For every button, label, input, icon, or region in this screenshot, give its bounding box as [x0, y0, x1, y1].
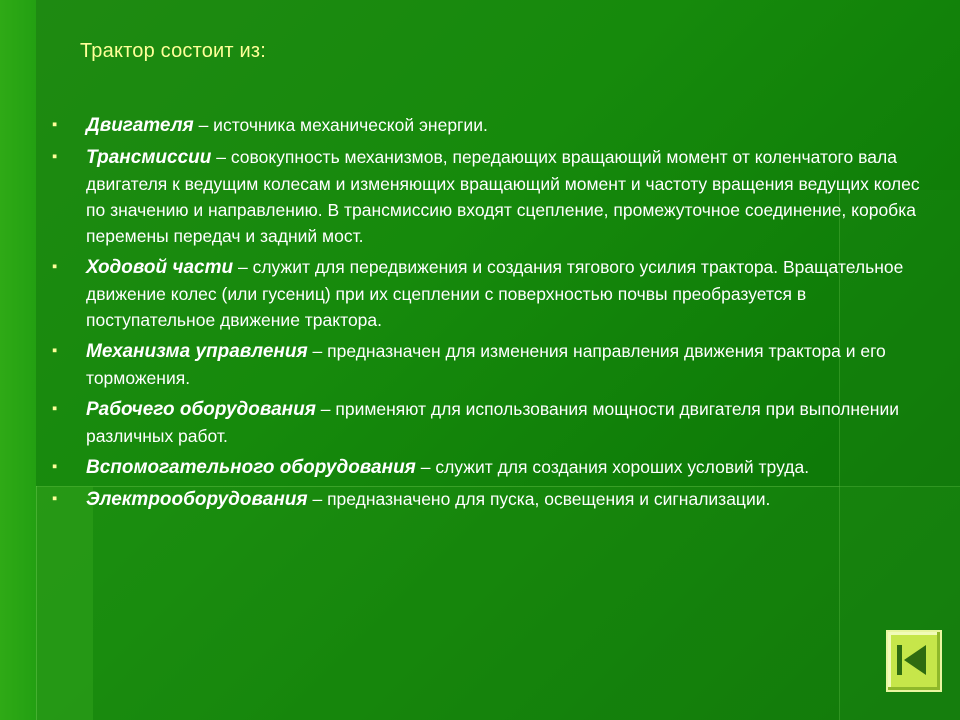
item-term: Ходовой части — [86, 257, 234, 278]
bullet-icon: ▪ — [52, 116, 58, 133]
list-item — [52, 338, 932, 391]
bullet-icon: ▪ — [52, 400, 58, 417]
item-description: – служит для создания хороших условий труда. — [415, 457, 810, 477]
slide-title: Трактор состоит из: — [80, 40, 267, 62]
item-description: – служит для передвижения и создания тягового усилия трактора. Вращательное движение колес (или гусениц) при их сцеплении с поверхностью почвы преобразуется в поступательное движение трактора. — [86, 257, 904, 330]
item-term: Рабочего оборудования — [86, 399, 316, 420]
item-term: Трансмиссии — [86, 147, 212, 168]
item-term: Вспомогательного оборудования — [86, 457, 416, 478]
bullet-icon: ▪ — [52, 148, 58, 165]
bullet-icon: ▪ — [52, 490, 58, 507]
list-item — [52, 112, 932, 139]
item-description: – источника механической энергии. — [193, 115, 488, 135]
decorative-panel-left — [0, 0, 36, 720]
item-term: Механизма управления — [86, 341, 308, 362]
list-item — [52, 254, 932, 333]
bullet-icon: ▪ — [52, 342, 58, 359]
decorative-panel-vertical — [36, 486, 93, 720]
bullet-icon: ▪ — [52, 258, 58, 275]
list-item — [52, 144, 932, 249]
list-item — [52, 454, 932, 481]
item-term: Двигателя — [86, 115, 194, 136]
bullet-icon: ▪ — [52, 458, 58, 475]
list-item — [52, 486, 932, 513]
list-item — [52, 396, 932, 449]
back-nav-button[interactable] — [886, 630, 942, 692]
decorative-panel-band — [36, 486, 960, 720]
item-description: – применяют для использования мощности двигателя при выполнении различных работ. — [86, 399, 899, 446]
item-description: – предназначено для пуска, освещения и сигнализации. — [307, 489, 771, 509]
item-description: – совокупность механизмов, передающих вращающий момент от коленчатого вала двигателя к ведущим колесам и изменяющих вращающий момент и частоту вращения ведущих колес по значению и направлению. В трансмиссию входят сцепление, промежуточное соединение, коробка перемены передач и задний мост. — [86, 147, 920, 246]
item-description: – предназначен для изменения направления движения трактора и его торможения. — [86, 341, 886, 388]
component-list — [52, 112, 932, 518]
skip-back-icon — [896, 643, 928, 677]
item-term: Электрооборудования — [86, 489, 308, 510]
